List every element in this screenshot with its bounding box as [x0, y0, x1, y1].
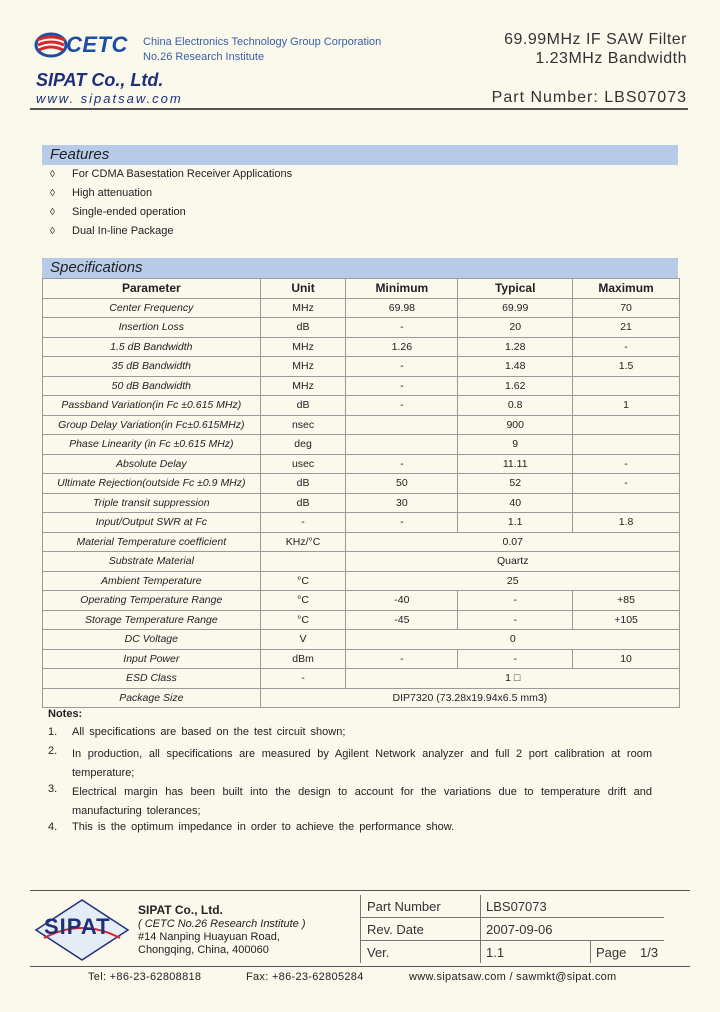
institute-name: No.26 Research Institute: [143, 51, 265, 63]
notes-title: Notes:: [48, 708, 83, 720]
feature-item: ◊ Dual In-line Package: [50, 225, 174, 237]
table-row: ESD Class - 1 □: [43, 669, 680, 689]
spec-table: [42, 278, 680, 708]
contact-web-email[interactable]: www.sipatsaw.com / sawmkt@sipat.com: [409, 971, 617, 983]
note-number: 4.: [48, 821, 58, 833]
rev-value: 2007-09-06: [486, 922, 553, 937]
page-label: Page: [596, 945, 627, 960]
table-row: 35 dB Bandwidth MHz - 1.48 1.5: [43, 357, 680, 377]
footer-address: #14 Nanping Huayuan Road,: [138, 931, 280, 943]
note-number: 1.: [48, 726, 58, 738]
diamond-bullet-icon: ◊: [50, 188, 55, 199]
table-row: Absolute Delay usec - 11.11 -: [43, 454, 680, 474]
col-maximum: Maximum: [573, 279, 680, 299]
table-row: Material Temperature coefficient KHz/°C 0.07: [43, 532, 680, 552]
rev-label: Rev. Date: [367, 922, 424, 937]
col-minimum: Minimum: [346, 279, 458, 299]
col-unit: Unit: [260, 279, 346, 299]
table-row: Center Frequency MHz 69.98 69.99 70: [43, 298, 680, 318]
note-number: 2.: [48, 745, 58, 757]
header-divider: [30, 108, 688, 110]
specifications-title: Specifications: [50, 259, 143, 276]
table-row: Phase Linearity (in Fc ±0.615 MHz) deg 9: [43, 435, 680, 455]
col-typical: Typical: [458, 279, 573, 299]
features-bar: [42, 145, 678, 165]
cetc-logo-text: CETC: [66, 32, 128, 57]
table-row: Input/Output SWR at Fc - - 1.1 1.8: [43, 513, 680, 533]
col-parameter: Parameter: [43, 279, 261, 299]
pn-label: Part Number: [367, 899, 441, 914]
table-row: Ultimate Rejection(outside Fc ±0.9 MHz) dB 50 52 -: [43, 474, 680, 494]
doc-info-box: [360, 895, 664, 963]
footer-institute: ( CETC No.26 Research Institute ): [138, 918, 306, 930]
diamond-bullet-icon: ◊: [50, 169, 55, 180]
product-title: 69.99MHz IF SAW Filter: [504, 31, 687, 48]
diamond-bullet-icon: ◊: [50, 207, 55, 218]
note-text: Electrical margin has been built into the design to account for the variations due to temperature drift and manufacturing tolerances;: [72, 786, 652, 817]
table-row: Operating Temperature Range °C -40 - +85: [43, 591, 680, 611]
table-header-row: [43, 279, 680, 299]
pn-value: LBS07073: [486, 899, 547, 914]
ver-label: Ver.: [367, 945, 390, 960]
part-number: Part Number: LBS07073: [491, 89, 687, 106]
contact-fax: Fax: +86-23-62805284: [246, 971, 364, 983]
table-row: Package Size DIP7320 (73.28x19.94x6.5 mm3): [43, 688, 680, 708]
footer-city: Chongqing, China, 400060: [138, 944, 269, 956]
sipat-logo-text: SIPAT: [44, 914, 111, 939]
footer-company: SIPAT Co., Ltd.: [138, 903, 223, 917]
feature-item: ◊ Single-ended operation: [50, 206, 186, 218]
diamond-bullet-icon: ◊: [50, 226, 55, 237]
table-row: DC Voltage V 0: [43, 630, 680, 650]
cetc-logo-icon: [34, 30, 68, 60]
company-title: SIPAT Co., Ltd.: [36, 70, 164, 90]
table-row: Group Delay Variation(in Fc±0.615MHz) nsec 900: [43, 415, 680, 435]
website-link[interactable]: www. sipatsaw.com: [36, 91, 183, 106]
note-text: All specifications are based on the test circuit shown;: [72, 726, 346, 738]
table-row: Passband Variation(in Fc ±0.615 MHz) dB - 0.8 1: [43, 396, 680, 416]
features-title: Features: [50, 146, 110, 163]
ver-value: 1.1: [486, 945, 505, 960]
table-row: Substrate Material Quartz: [43, 552, 680, 572]
feature-item: ◊ For CDMA Basestation Receiver Applications: [50, 168, 293, 180]
footer-divider-bottom: [30, 966, 690, 967]
specifications-bar: [42, 258, 678, 278]
feature-item: ◊ High attenuation: [50, 187, 153, 199]
table-row: Triple transit suppression dB 30 40: [43, 493, 680, 513]
table-row: Insertion Loss dB - 20 21: [43, 318, 680, 338]
table-row: Input Power dBm - - 10: [43, 649, 680, 669]
note-text: In production, all specifications are measured by Agilent Network analyzer and full 2 port calibration at room temperature;: [72, 748, 652, 779]
footer-divider-top: [30, 890, 690, 891]
note-text: This is the optimum impedance in order to achieve the performance show.: [72, 821, 455, 833]
corp-name: China Electronics Technology Group Corporation: [143, 36, 382, 48]
table-row: 50 dB Bandwidth MHz - 1.62: [43, 376, 680, 396]
note-number: 3.: [48, 783, 58, 795]
table-row: Storage Temperature Range °C -45 - +105: [43, 610, 680, 630]
table-row: Ambient Temperature °C 25: [43, 571, 680, 591]
table-row: 1.5 dB Bandwidth MHz 1.26 1.28 -: [43, 337, 680, 357]
page-value: 1/3: [640, 945, 659, 960]
product-bandwidth: 1.23MHz Bandwidth: [535, 50, 687, 67]
contact-tel: Tel: +86-23-62808818: [88, 971, 202, 983]
